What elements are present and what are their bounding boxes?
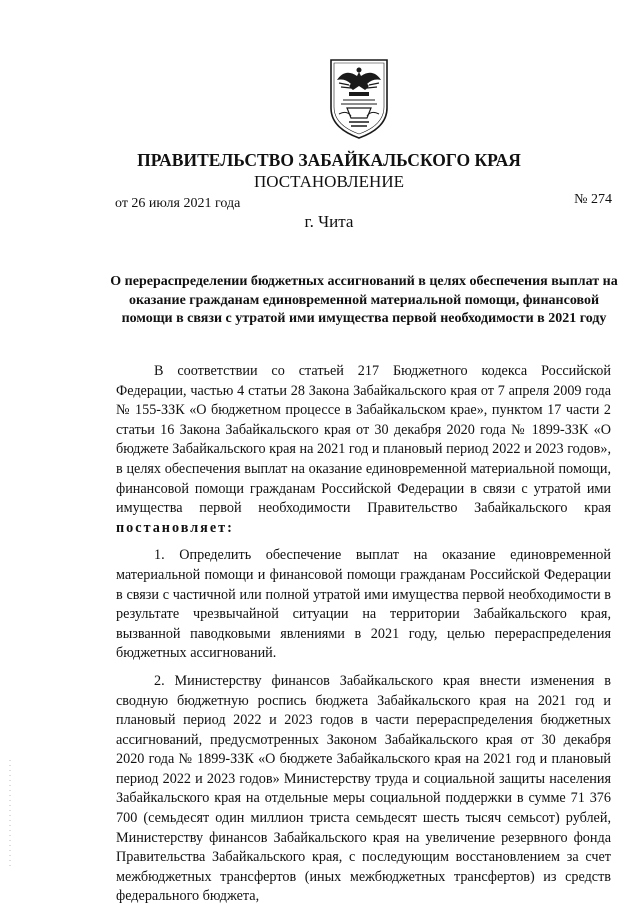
margin-dots: [9, 760, 11, 870]
preamble-paragraph: [116, 362, 611, 538]
item-paragraph: 1. Определить обеспечение выплат на оказание единовременной материальной помощи и финансовой помощи гражданам Российской Федерации в связи с частичной или полной утратой ими имущества первой необходимости в результате чрезвычайной ситуации на территории Забайкальского края, вызванной паводковыми явлениями в 2021 году, целью перераспределения бюджетных ассигнований.: [116, 547, 611, 662]
preamble-text: В соответствии со статьей 217 Бюджетного кодекса Российской Федерации, частью 4 статьи 28 Закона Забайкальского края от 7 апреля 2009 года № 155-ЗЗК «О бюджетном процессе в Забайкальском крае», пунктом 17 части 2 статьи 16 Закона Забайкальского края от 30 декабря 2020 года № 1899-ЗЗК «О бюджете Забайкальского края на 2021 год и плановый период 2022 и 2023 годов», в целях обеспечения выплат на оказание единовременной материальной помощи, финансовой помощи гражданам Российской Федерации в связи с утратой ими имущества первой необходимости Правительство Забайкальского края: [116, 363, 611, 517]
document-title: О перераспределении бюджетных ассигнований в целях обеспечения выплат на оказание гражданам единовременной материальной помощи, финансовой помощи в связи с утратой ими имущества первой необходимости в 2021 году: [110, 274, 618, 326]
item-paragraph: 2. Министерству финансов Забайкальского края внести изменения в сводную бюджетную роспись бюджета Забайкальского края на 2021 год и плановый период 2022 и 2023 годов в части перераспределения бюджетных ассигнований, предусмотренных Законом Забайкальского края от 30 декабря 2020 года № 1899-ЗЗК «О бюджете Забайкальского края на 2021 год и плановый период 2022 и 2023 годов» Министерству труда и социальной защиты населения Забайкальского края на отдельные меры социальной поддержки в сумме 71 376 700 (семьдесят один миллион триста семьдесят шесть тысяч семьсот) рублей, Министерству финансов Забайкальского края на увеличение резервного фонда Правительства Забайкальского края, с последующим восстановлением за счет межбюджетных трансфертов (иных межбюджетных трансфертов) из средств федерального бюджета,: [116, 672, 611, 905]
document-body: [116, 362, 611, 907]
document-type: ПОСТАНОВЛЕНИЕ: [253, 172, 404, 191]
document-city: г. Чита: [304, 212, 354, 231]
document-number: № 274: [574, 192, 612, 207]
resolves-word: постановляет:: [116, 519, 234, 536]
coat-of-arms-icon: [327, 56, 391, 140]
government-name: ПРАВИТЕЛЬСТВО ЗАБАЙКАЛЬСКОГО КРАЯ: [137, 150, 521, 170]
document-date: от 26 июля 2021 года: [115, 196, 241, 211]
